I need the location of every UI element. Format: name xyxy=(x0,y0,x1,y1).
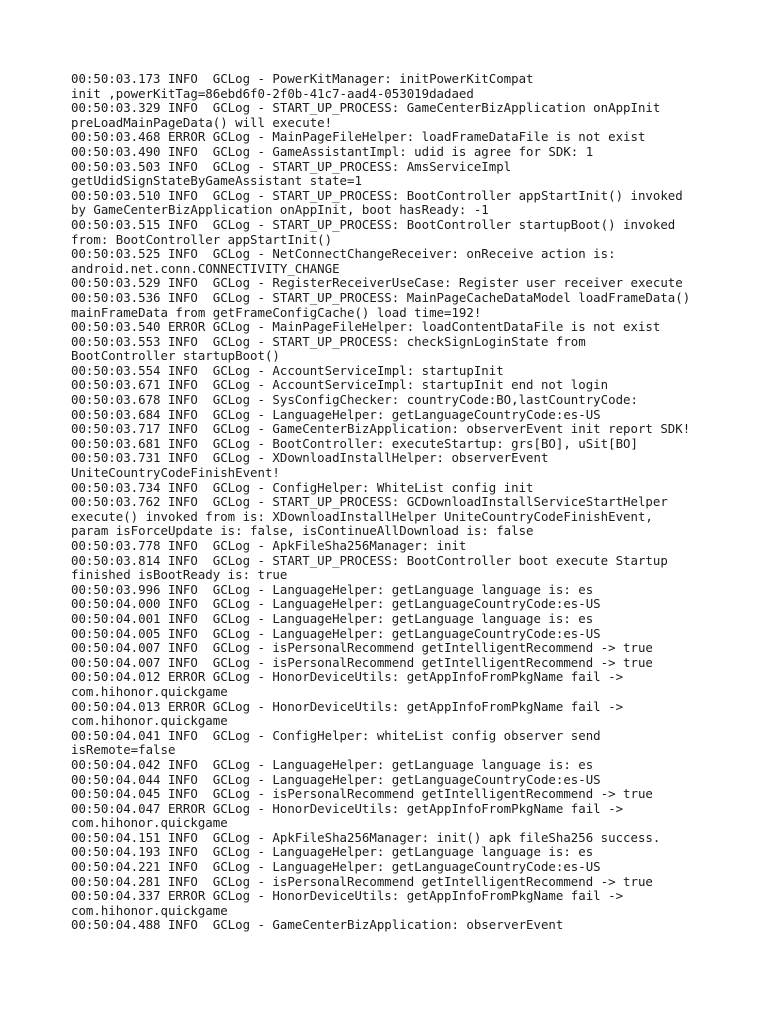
log-line: 00:50:03.468 ERROR GCLog - MainPageFileHelper: loadFrameDataFile is not exist xyxy=(71,129,646,145)
log-line: 00:50:04.007 INFO GCLog - isPersonalRecommend getIntelligentRecommend -> true xyxy=(71,640,653,656)
log-line: 00:50:04.337 ERROR GCLog - HonorDeviceUtils: getAppInfoFromPkgName fail -> xyxy=(71,888,624,904)
log-line: 00:50:04.044 INFO GCLog - LanguageHelper: getLanguageCountryCode:es-US xyxy=(71,771,601,787)
log-line: isRemote=false xyxy=(71,742,176,758)
log-line: 00:50:03.553 INFO GCLog - START_UP_PROCESS: checkSignLoginState from xyxy=(71,333,586,349)
log-line: execute() invoked from is: XDownloadInstallHelper UniteCountryCodeFinishEvent, xyxy=(71,508,653,524)
log-line: finished isBootReady is: true xyxy=(71,567,288,583)
log-line: 00:50:04.001 INFO GCLog - LanguageHelper: getLanguage language is: es xyxy=(71,610,594,626)
log-line: 00:50:03.678 INFO GCLog - SysConfigChecker: countryCode:BO,lastCountryCode: xyxy=(71,392,638,408)
log-line: UniteCountryCodeFinishEvent! xyxy=(71,465,280,481)
log-line: com.hihonor.quickgame xyxy=(71,815,228,831)
log-line: 00:50:04.042 INFO GCLog - LanguageHelper: getLanguage language is: es xyxy=(71,756,594,772)
log-line: 00:50:04.151 INFO GCLog - ApkFileSha256Manager: init() apk fileSha256 success. xyxy=(71,829,661,845)
log-line: 00:50:03.525 INFO GCLog - NetConnectChangeReceiver: onReceive action is: xyxy=(71,246,616,262)
log-line: 00:50:03.554 INFO GCLog - AccountServiceImpl: startupInit xyxy=(71,362,504,378)
log-line: 00:50:03.536 INFO GCLog - START_UP_PROCESS: MainPageCacheDataModel loadFrameData() xyxy=(71,289,691,305)
log-line: BootController startupBoot() xyxy=(71,348,280,364)
log-line: 00:50:04.007 INFO GCLog - isPersonalRecommend getIntelligentRecommend -> true xyxy=(71,654,653,670)
log-line: android.net.conn.CONNECTIVITY_CHANGE xyxy=(71,260,340,276)
log-document xyxy=(71,72,761,933)
log-line: 00:50:03.814 INFO GCLog - START_UP_PROCESS: BootController boot execute Startup xyxy=(71,552,668,568)
log-line: param isForceUpdate is: false, isContinueAllDownload is: false xyxy=(71,523,534,539)
log-line: preLoadMainPageData() will execute! xyxy=(71,114,333,130)
log-line: 00:50:03.681 INFO GCLog - BootController: executeStartup: grs[BO], uSit[BO] xyxy=(71,435,638,451)
log-line: 00:50:03.778 INFO GCLog - ApkFileSha256Manager: init xyxy=(71,538,467,553)
log-line: com.hihonor.quickgame xyxy=(71,902,228,918)
log-line: 00:50:03.717 INFO GCLog - GameCenterBizApplication: observerEvent init report SDK! xyxy=(71,421,691,437)
log-line: 00:50:04.193 INFO GCLog - LanguageHelper: getLanguage language is: es xyxy=(71,844,594,860)
log-line: 00:50:03.503 INFO GCLog - START_UP_PROCESS: AmsServiceImpl xyxy=(71,158,512,174)
log-line: by GameCenterBizApplication onAppInit, boot hasReady: -1 xyxy=(71,202,489,218)
log-line: 00:50:03.731 INFO GCLog - XDownloadInstallHelper: observerEvent xyxy=(71,450,549,466)
log-line: mainFrameData from getFrameConfigCache() load time=192! xyxy=(71,304,482,320)
log-line: getUdidSignStateByGameAssistant state=1 xyxy=(71,173,362,189)
log-line: 00:50:04.047 ERROR GCLog - HonorDeviceUtils: getAppInfoFromPkgName fail -> xyxy=(71,800,624,816)
log-line: 00:50:04.005 INFO GCLog - LanguageHelper: getLanguageCountryCode:es-US xyxy=(71,625,601,641)
log-line: 00:50:03.671 INFO GCLog - AccountServiceImpl: startupInit end not login xyxy=(71,377,609,393)
log-line: com.hihonor.quickgame xyxy=(71,713,228,729)
log-line: 00:50:03.734 INFO GCLog - ConfigHelper: WhiteList config init xyxy=(71,479,534,495)
log-line: init ,powerKitTag=86ebd6f0-2f0b-41c7-aad4-053019dadaed xyxy=(71,85,474,101)
log-line: 00:50:04.221 INFO GCLog - LanguageHelper: getLanguageCountryCode:es-US xyxy=(71,859,601,875)
log-line: com.hihonor.quickgame xyxy=(71,683,228,699)
log-line: 00:50:04.000 INFO GCLog - LanguageHelper: getLanguageCountryCode:es-US xyxy=(71,596,601,612)
log-line: 00:50:04.013 ERROR GCLog - HonorDeviceUtils: getAppInfoFromPkgName fail -> xyxy=(71,698,624,714)
log-line: 00:50:04.045 INFO GCLog - isPersonalRecommend getIntelligentRecommend -> true xyxy=(71,786,653,802)
log-line: 00:50:04.012 ERROR GCLog - HonorDeviceUtils: getAppInfoFromPkgName fail -> xyxy=(71,669,624,685)
log-line: 00:50:04.281 INFO GCLog - isPersonalRecommend getIntelligentRecommend -> true xyxy=(71,873,653,889)
log-line: 00:50:03.529 INFO GCLog - RegisterReceiverUseCase: Register user receiver execute xyxy=(71,275,683,291)
log-line: from: BootController appStartInit() xyxy=(71,231,333,247)
log-line: 00:50:03.515 INFO GCLog - START_UP_PROCESS: BootController startupBoot() invoked xyxy=(71,216,676,232)
log-line: 00:50:04.488 INFO GCLog - GameCenterBizApplication: observerEvent xyxy=(71,917,564,933)
log-line: 00:50:03.329 INFO GCLog - START_UP_PROCESS: GameCenterBizApplication onAppInit xyxy=(71,100,661,116)
log-line: 00:50:03.510 INFO GCLog - START_UP_PROCESS: BootController appStartInit() invoked xyxy=(71,187,683,203)
log-line: 00:50:03.762 INFO GCLog - START_UP_PROCESS: GCDownloadInstallServiceStartHelper xyxy=(71,494,668,510)
log-line: 00:50:03.173 INFO GCLog - PowerKitManager: initPowerKitCompat xyxy=(71,71,534,86)
log-line: 00:50:03.684 INFO GCLog - LanguageHelper: getLanguageCountryCode:es-US xyxy=(71,406,601,422)
log-line: 00:50:03.490 INFO GCLog - GameAssistantImpl: udid is agree for SDK: 1 xyxy=(71,143,594,159)
log-line: 00:50:03.996 INFO GCLog - LanguageHelper: getLanguage language is: es xyxy=(71,581,594,597)
log-line: 00:50:03.540 ERROR GCLog - MainPageFileHelper: loadContentDataFile is not exist xyxy=(71,319,661,335)
log-line: 00:50:04.041 INFO GCLog - ConfigHelper: whiteList config observer send xyxy=(71,727,601,743)
